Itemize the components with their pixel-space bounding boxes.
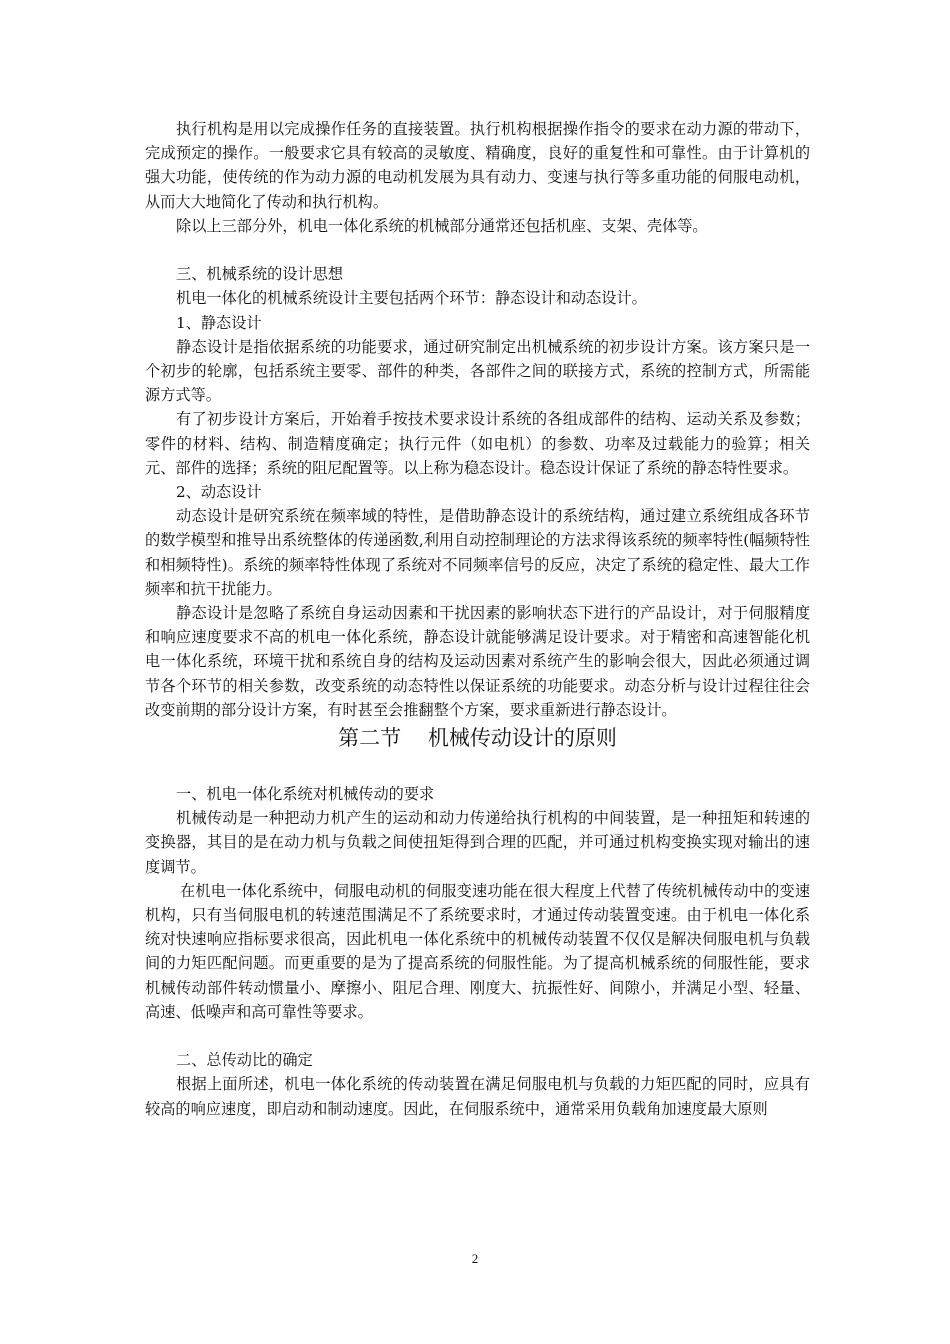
heading-dynamic-design: 2、动态设计 [176, 483, 262, 502]
section-title: 第二节 机械传动设计的原则 [338, 726, 617, 751]
paragraph-design-intro: 机电一体化的机械系统设计主要包括两个环节：静态设计和动态设计。 [176, 289, 647, 308]
paragraph-actuator: 执行机构是用以完成操作任务的直接装置。执行机构根据操作指令的要求在动力源的带动下，完成预定的操作。一般要求它具有较高的灵敏度、精确度，良好的重复性和可靠性。由于计算机的强大功能，使传统的作为动力源的电动机发展为具有动力、变速与执行等多重功能的伺服电动机，从而大大地简化了传动和执行机构。 [145, 120, 810, 211]
page-content [145, 117, 810, 1121]
heading-transmission-requirements: 一、机电一体化系统对机械传动的要求 [176, 785, 435, 804]
paragraph-dynamic-1: 动态设计是研究系统在频率域的特性，是借助静态设计的系统结构，通过建立系统组成各环节的数学模型和推导出系统整体的传递函数,利用自动控制理论的方法求得该系统的频率特性(幅频特性和相频特性)。系统的频率特性体现了系统对不同频率信号的反应，决定了系统的稳定性、最大工作频率和抗干扰能力。 [145, 507, 810, 598]
heading-static-design: 1、静态设计 [176, 313, 262, 332]
paragraph-total-ratio: 根据上面所述，机电一体化系统的传动装置在满足伺服电机与负载的力矩匹配的同时，应具有较高的响应速度，即启动和制动速度。因此，在伺服系统中，通常采用负载角加速度最大原则 [145, 1075, 810, 1118]
blank-line [145, 238, 810, 262]
heading-total-ratio: 二、总传动比的确定 [176, 1051, 313, 1070]
blank-line [145, 1024, 810, 1048]
paragraph-static-1: 静态设计是指依据系统的功能要求，通过研究制定出机械系统的初步设计方案。该方案只是一个初步的轮廓，包括系统主要零、部件的种类，各部件之间的联接方式，系统的控制方式，所需能源方式等。 [145, 337, 810, 405]
blank-line [145, 754, 810, 782]
paragraph-transmission-1: 机械传动是一种把动力机产生的运动和动力传递给执行机构的中间装置，是一种扭矩和转速的变换器，其目的是在动力机与负载之间使扭矩得到合理的匹配，并可通过机构变换实现对输出的速度调节。 [145, 809, 810, 876]
paragraph-static-2: 有了初步设计方案后，开始着手按技术要求设计系统的各组成部件的结构、运动关系及参数；零件的材料、结构、制造精度确定；执行元件（如电机）的参数、功率及过载能力的验算；相关元、部件的选择；系统的阻尼配置等。以上称为稳态设计。稳态设计保证了系统的静态特性要求。 [145, 410, 810, 477]
paragraph-dynamic-2: 静态设计是忽略了系统自身运动因素和干扰因素的影响状态下进行的产品设计，对于伺服精度和响应速度要求不高的机电一体化系统，静态设计就能够满足设计要求。对于精密和高速智能化机电一体化系统，环境干扰和系统自身的结构及运动因素对系统产生的影响会很大，因此必须通过调节各个环节的相关参数，改变系统的动态特性以保证系统的功能要求。动态分析与设计过程往往会改变前期的部分设计方案，有时甚至会推翻整个方案，要求重新进行静态设计。 [145, 604, 810, 719]
heading-design-idea: 三、机械系统的设计思想 [176, 265, 344, 284]
paragraph-other-parts: 除以上三部分外，机电一体化系统的机械部分通常还包括机座、支架、壳体等。 [176, 216, 708, 235]
page-number: 2 [471, 1251, 479, 1266]
paragraph-transmission-2: 在机电一体化系统中，伺服电动机的伺服变速功能在很大程度上代替了传统机械传动中的变速机构，只有当伺服电机的转速范围满足不了系统要求时，才通过传动装置变速。由于机电一体化系统对快速响应指标要求很高，因此机电一体化系统中的机械传动装置不仅仅是解决伺服电机与负载间的力矩匹配问题。而更重要的是为了提高系统的伺服性能。为了提高机械系统的伺服性能，要求机械传动部件转动惯量小、摩擦小、阻尼合理、刚度大、抗振性好、间隙小，并满足小型、轻量、高速、低噪声和高可靠性等要求。 [145, 881, 810, 1021]
